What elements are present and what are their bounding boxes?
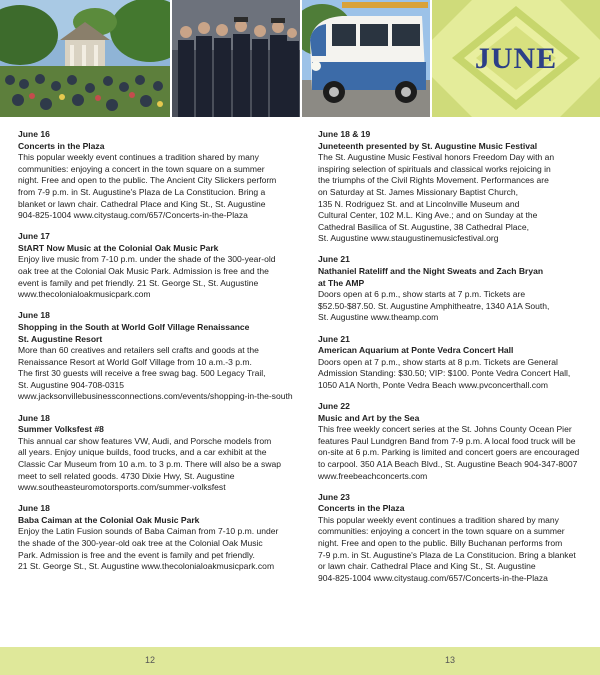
event-description-line: 904-825-1004 www.citystaug.com/657/Concerts-in-the-Plaza: [18, 210, 248, 221]
event-description-line: event is family and pet friendly. 21 St. George St., St. Augustine: [18, 277, 259, 288]
event-description-line: Park. Admission is free and the event is family and pet friendly.: [18, 549, 255, 560]
event-title: at The AMP: [318, 277, 365, 288]
event-description-line: night. Free and open to the public. The Ancient City Slickers perform: [18, 175, 277, 186]
event-description-line: Doors open at 6 p.m., show starts at 7 p.m. Tickets are: [318, 289, 526, 300]
event-description-line: 1050 A1A North, Ponte Vedra Beach www.pvconcerthall.com: [318, 379, 548, 390]
event-item: [318, 401, 600, 482]
event-description-line: blanket or lawn chair. Cathedral Place and King St., St. Augustine: [18, 198, 266, 209]
event-description-line: the shade of the 300-year-old oak tree at the Colonial Oak Music: [18, 538, 263, 548]
event-description-line: This popular weekly event continues a tradition shared by many: [18, 152, 259, 163]
event-description-line: This popular weekly event continues a tradition shared by many: [318, 514, 559, 525]
left-event-column: [18, 129, 300, 582]
event-date: June 18: [18, 310, 50, 321]
event-item: [318, 334, 600, 392]
event-title: Concerts in the Plaza: [318, 503, 405, 514]
event-description-line: communities: enjoying a concert in the town square on a summer: [318, 526, 565, 537]
left-page-number: 12: [145, 655, 156, 665]
event-description-line: 7-9 p.m. in St. Augustine's Plaza de La Constitucion. Bring a blanket: [318, 549, 576, 560]
event-description-line: 21 St. George St., St. Augustine www.thecolonialoakmusicpark.com: [18, 561, 275, 572]
event-date: June 21: [318, 254, 350, 265]
event-item: [318, 129, 600, 245]
event-item: [318, 492, 600, 585]
event-title: Juneteenth presented by St. Augustine Music Festival: [318, 140, 538, 151]
event-description-line: 904-825-1004 www.citystaug.com/657/Concerts-in-the-Plaza: [318, 572, 548, 583]
event-item: [18, 231, 300, 301]
event-description-line: www.southeasteuromotorsports.com/summer-volksfest: [18, 482, 226, 493]
event-title: Concerts in the Plaza: [18, 140, 105, 151]
month-title-tile: [432, 0, 600, 117]
event-description-line: on-site at 6 p.m. Parking is limited and concert goers are encouraged: [318, 447, 580, 458]
event-date: June 16: [18, 129, 50, 139]
event-description-line: Enjoy the Latin Fusion sounds of Baba Caiman from 7-10 p.m. under: [18, 526, 279, 537]
event-date: June 18 & 19: [318, 129, 371, 139]
event-description-line: www.jacksonvillebusinessconnections.com/events/shopping-in-the-south: [18, 391, 293, 402]
month-label: JUNE: [474, 42, 558, 75]
event-item: [18, 503, 300, 573]
event-item: [18, 413, 300, 494]
event-description-line: Admission Standing: $30.50; VIP: $100. Ponte Vedra Concert Hall,: [318, 368, 571, 379]
event-title: StART Now Music at the Colonial Oak Music Park: [18, 242, 219, 253]
event-title: Shopping in the South at World Golf Village Renaissance: [18, 321, 250, 332]
event-date: June 17: [18, 231, 50, 242]
event-description-line: Enjoy live music from 7-10 p.m. under the shade of the 300-year-old: [18, 254, 276, 265]
event-title: American Aquarium at Ponte Vedra Concert Hall: [318, 345, 514, 356]
event-item: [18, 310, 300, 403]
event-description-line: St. Augustine 904-708-0315: [18, 379, 124, 390]
event-description-line: Doors open at 7 p.m., show starts at 8 p.m. Tickets are General: [318, 356, 558, 367]
event-description-line: St. Augustine www.theamp.com: [318, 312, 439, 323]
event-description-line: Cultural Center, 102 M.L. King Ave.; and on Sunday at the: [318, 210, 538, 221]
event-description-line: night. Free and open to the public. Billy Buchanan performs from: [318, 538, 563, 548]
event-description-line: $52.50-$87.50. St. Augustine Amphitheatre, 1340 A1A South,: [318, 300, 550, 311]
event-title: Summer Volksfest #8: [18, 424, 104, 435]
event-description-line: the triumphs of the Civil Rights Movement. Performances are: [318, 175, 549, 186]
page-footer: [0, 647, 600, 675]
event-description-line: The St. Augustine Music Festival honors Freedom Day with an: [318, 152, 555, 163]
event-title: Baba Caiman at the Colonial Oak Music Park: [18, 514, 200, 525]
event-description-line: St. Augustine www.staugustinemusicfestival.org: [318, 233, 499, 244]
event-description-line: This free weekly concert series at the St. Johns County Ocean Pier: [318, 424, 572, 435]
event-item: [318, 254, 600, 324]
event-description-line: Cathedral Basilica of St. Augustine, 38 Cathedral Place,: [318, 221, 529, 232]
event-description-line: on Saturday at St. James Missionary Baptist Church,: [318, 186, 518, 197]
event-date: June 21: [318, 333, 350, 344]
event-description-line: communities: enjoying a concert in the town square on a summer: [18, 163, 265, 174]
event-description-line: Renaissance Resort at World Golf Village from 10 a.m.-3 p.m.: [18, 356, 252, 367]
event-description-line: to carpool. 350 A1A Beach Blvd., St. Augustine Beach 904-347-8007: [318, 458, 578, 469]
event-title: Music and Art by the Sea: [318, 412, 420, 423]
event-description-line: Classic Car Museum from 10 a.m. to 3 p.m. There will also be a swap: [18, 458, 281, 469]
event-date: June 18: [18, 412, 50, 423]
event-description-line: all years. Enjoy unique builds, food trucks, and a car exhibit at the: [18, 447, 267, 458]
right-page-number: 13: [445, 655, 456, 665]
header-photos: [0, 0, 600, 117]
event-item: [18, 129, 300, 222]
event-description-line: The first 30 guests will receive a free swag bag. 500 Legacy Trail,: [18, 368, 266, 379]
event-title: Nathaniel Rateliff and the Night Sweats and Zach Bryan: [318, 266, 544, 277]
event-description-line: www.thecolonialoakmusicpark.com: [18, 289, 151, 300]
event-description-line: This annual car show features VW, Audi, and Porsche models from: [18, 435, 272, 446]
concert-in-the-plaza-photo: [0, 0, 170, 117]
event-description-line: meet to sell related goods. 4730 Dixie Hwy, St. Augustine: [18, 470, 235, 481]
event-date: June 23: [318, 491, 350, 502]
event-date: June 18: [18, 503, 50, 514]
event-description-line: www.freebeachconcerts.com: [318, 470, 428, 481]
event-description-line: from 7-9 p.m. in St. Augustine's Plaza de La Constitucion. Bring a: [18, 186, 266, 197]
event-title: St. Augustine Resort: [18, 333, 103, 344]
event-date: June 22: [318, 400, 350, 411]
vw-bus-photo: [302, 0, 430, 117]
band-photo: [172, 0, 300, 117]
event-description-line: 135 N. Rodriguez St. and at Lincolnville Museum and: [318, 198, 520, 209]
event-description-line: features Paul Lundgren Band from 7-9 p.m. A local food truck will be: [318, 435, 576, 446]
event-description-line: or lawn chair. Cathedral Place and King St., St. Augustine: [318, 561, 536, 572]
event-description-line: More than 60 creatives and retailers sell crafts and goods at the: [18, 345, 259, 356]
event-description-line: oak tree at the Colonial Oak Music Park. Admission is free and the: [18, 266, 269, 277]
right-event-column: [318, 129, 600, 594]
event-description-line: inspiring selection of spirituals and classical works rejoicing in: [318, 163, 551, 174]
